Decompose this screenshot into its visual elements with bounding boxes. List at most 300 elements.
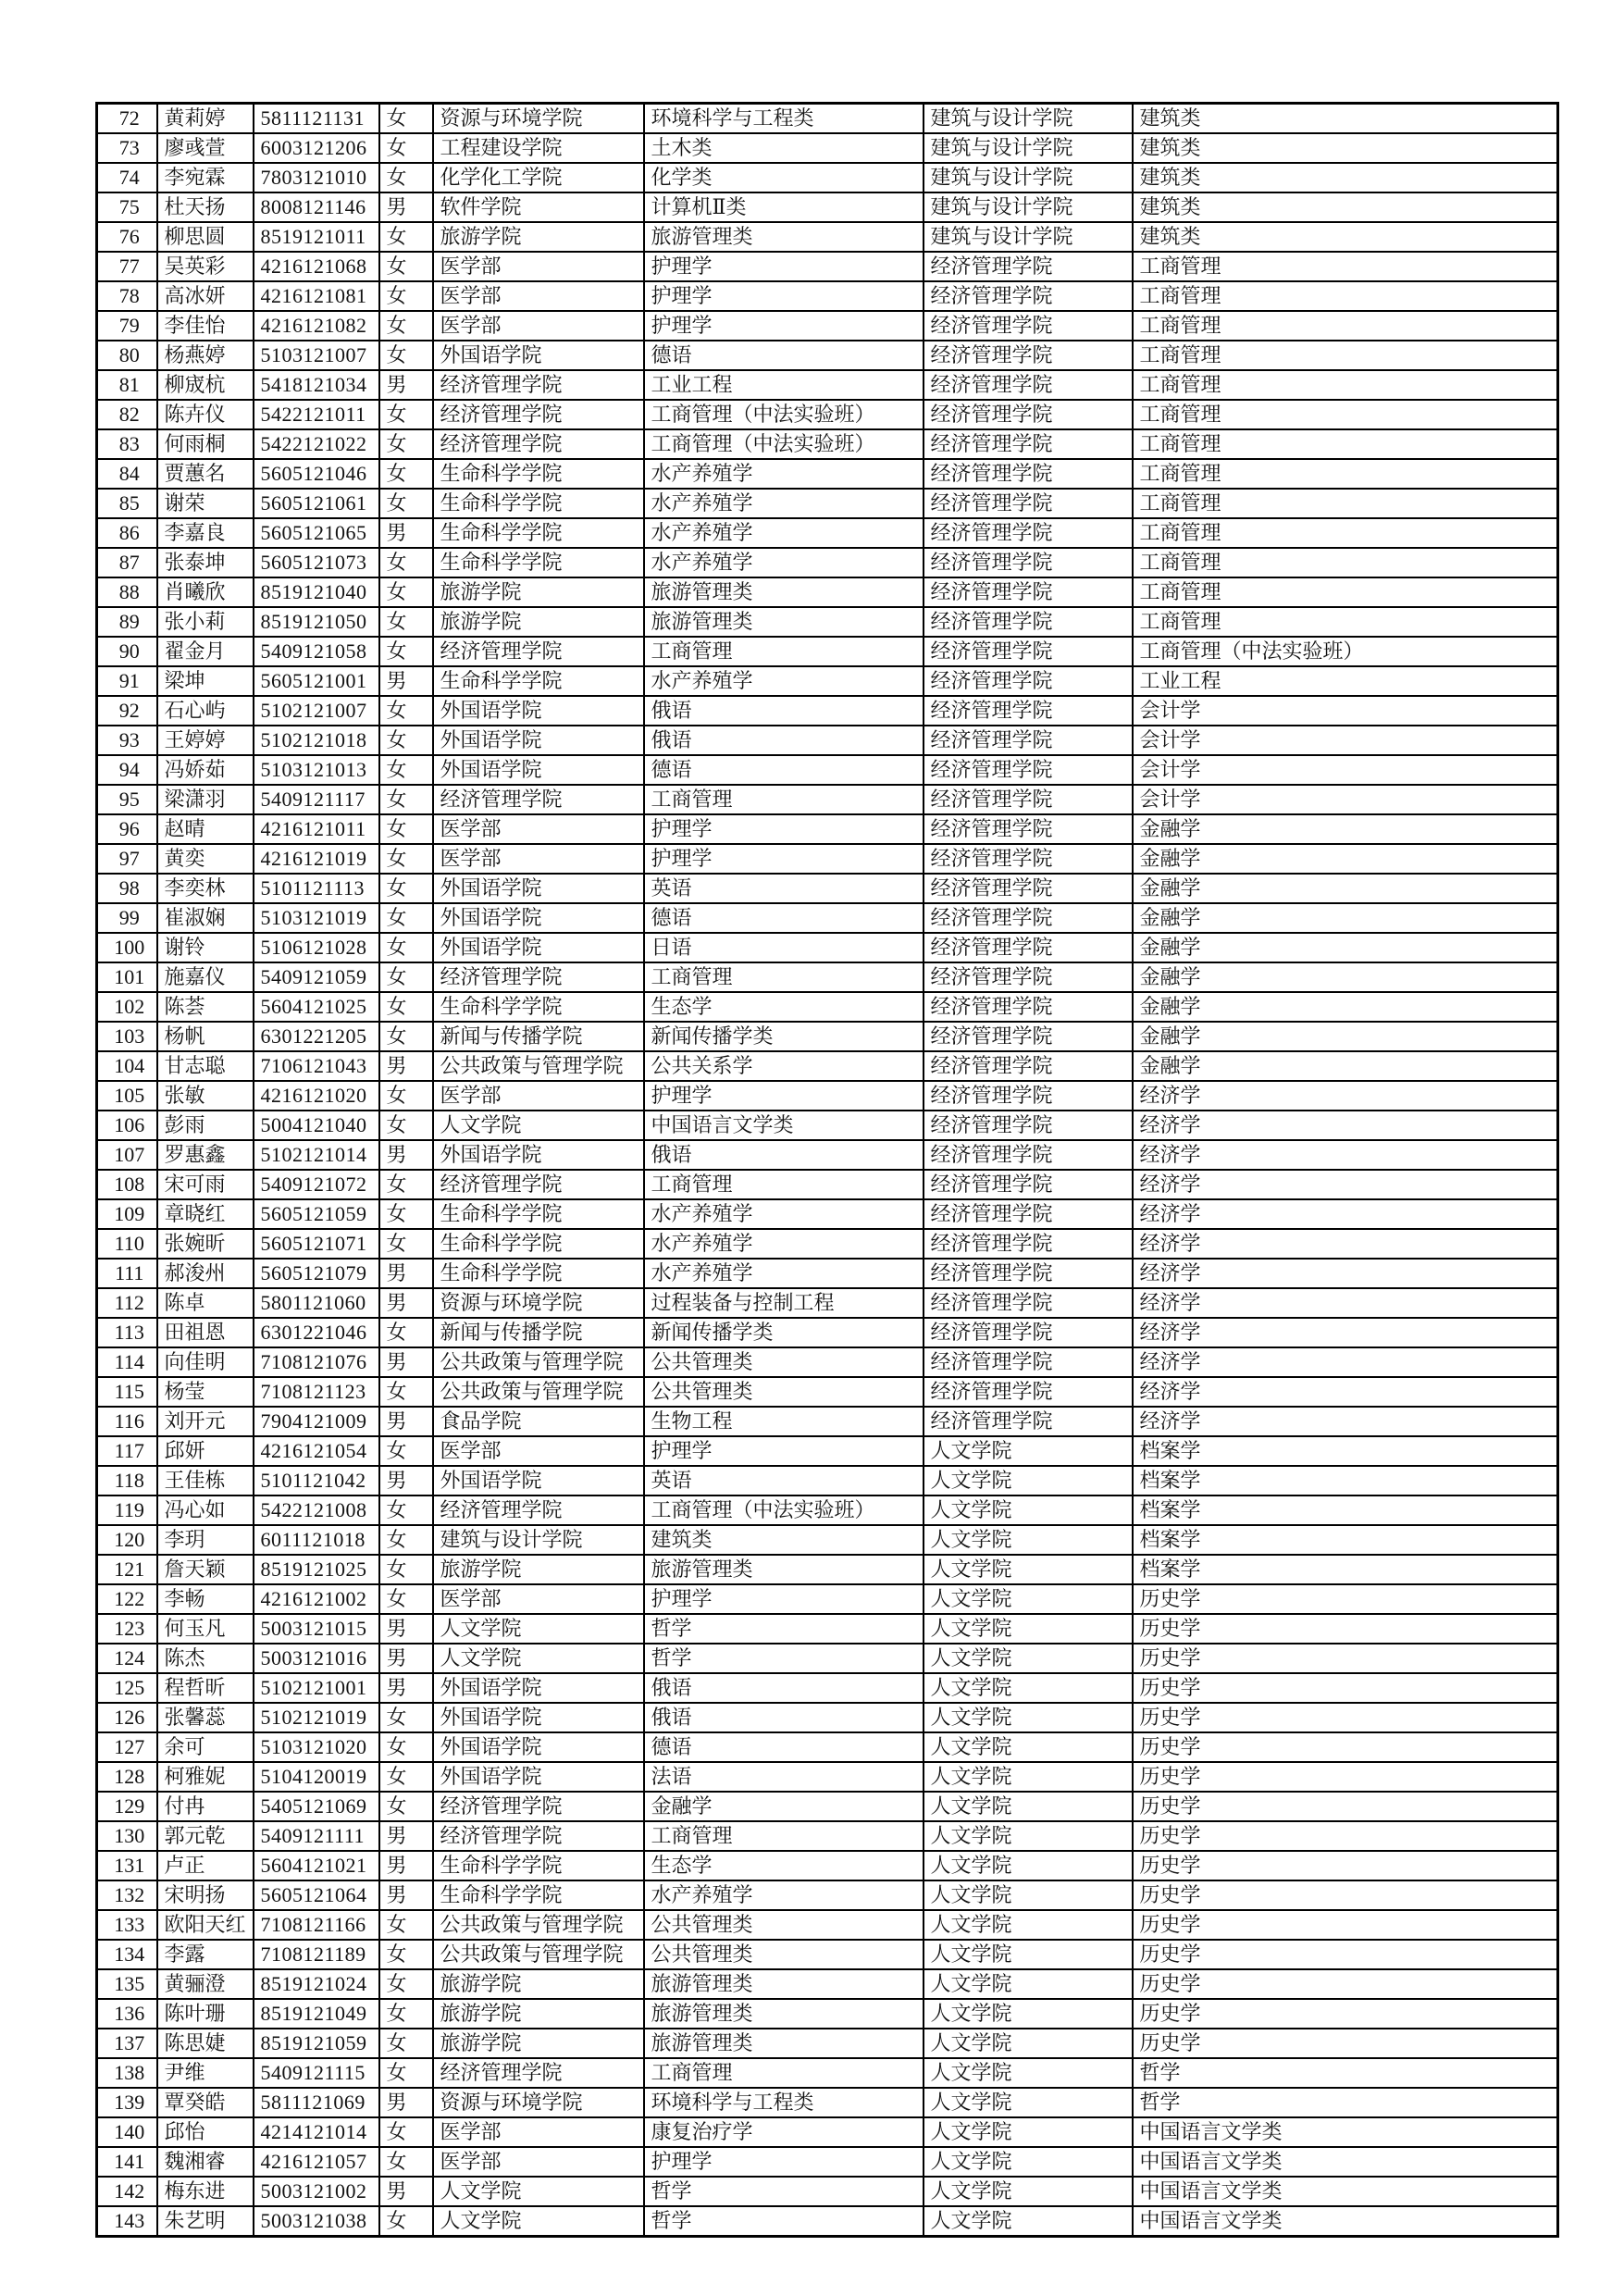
student-name: 王佳栋	[157, 1466, 254, 1496]
current-major: 环境科学与工程类	[644, 104, 924, 134]
row-number: 116	[97, 1407, 157, 1436]
current-major: 公共关系学	[644, 1051, 924, 1081]
transfer-major: 会计学	[1133, 785, 1558, 814]
transfer-college: 经济管理学院	[924, 429, 1133, 459]
row-number: 91	[97, 666, 157, 696]
current-major: 环境科学与工程类	[644, 2088, 924, 2117]
current-major: 水产养殖学	[644, 489, 924, 518]
table-row	[97, 1347, 1558, 1377]
row-number: 109	[97, 1199, 157, 1229]
current-college: 资源与环境学院	[433, 1288, 644, 1318]
transfer-major: 历史学	[1133, 1792, 1558, 1821]
current-major: 水产养殖学	[644, 1199, 924, 1229]
table-row	[97, 1140, 1558, 1170]
student-name: 何雨桐	[157, 429, 254, 459]
transfer-college: 建筑与设计学院	[924, 104, 1133, 134]
student-id: 5418121034	[254, 370, 379, 400]
student-id: 8519121049	[254, 1999, 379, 2029]
table-row	[97, 1792, 1558, 1821]
transfer-college: 经济管理学院	[924, 459, 1133, 489]
transfer-college: 经济管理学院	[924, 785, 1133, 814]
gender: 女	[379, 903, 433, 933]
table-row	[97, 637, 1558, 666]
gender: 女	[379, 577, 433, 607]
row-number: 124	[97, 1644, 157, 1673]
transfer-major: 金融学	[1133, 933, 1558, 962]
current-college: 旅游学院	[433, 607, 644, 637]
student-id: 8519121050	[254, 607, 379, 637]
student-name: 朱艺明	[157, 2206, 254, 2237]
transfer-major: 工商管理	[1133, 518, 1558, 548]
student-id: 5604121021	[254, 1851, 379, 1880]
student-id: 8008121146	[254, 192, 379, 222]
student-id: 6003121206	[254, 133, 379, 163]
transfer-college: 经济管理学院	[924, 1022, 1133, 1051]
table-row	[97, 489, 1558, 518]
current-major: 工商管理	[644, 962, 924, 992]
student-name: 施嘉仪	[157, 962, 254, 992]
transfer-major: 工商管理（中法实验班）	[1133, 637, 1558, 666]
transfer-major: 建筑类	[1133, 104, 1558, 134]
student-name: 邱妍	[157, 1436, 254, 1466]
transfer-college: 经济管理学院	[924, 637, 1133, 666]
table-row	[97, 1229, 1558, 1259]
row-number: 121	[97, 1555, 157, 1584]
table-row	[97, 459, 1558, 489]
transfer-major: 档案学	[1133, 1555, 1558, 1584]
current-college: 公共政策与管理学院	[433, 1940, 644, 1969]
transfer-college: 经济管理学院	[924, 903, 1133, 933]
row-number: 136	[97, 1999, 157, 2029]
current-college: 公共政策与管理学院	[433, 1051, 644, 1081]
table-row	[97, 1762, 1558, 1792]
student-name: 覃癸皓	[157, 2088, 254, 2117]
table-row	[97, 1584, 1558, 1614]
student-name: 翟金月	[157, 637, 254, 666]
table-row	[97, 1673, 1558, 1703]
transfer-college: 人文学院	[924, 1969, 1133, 1999]
current-major: 公共管理类	[644, 1940, 924, 1969]
transfer-major: 历史学	[1133, 1644, 1558, 1673]
gender: 女	[379, 1199, 433, 1229]
current-college: 经济管理学院	[433, 962, 644, 992]
current-college: 外国语学院	[433, 1673, 644, 1703]
current-major: 工商管理（中法实验班）	[644, 400, 924, 429]
gender: 女	[379, 1496, 433, 1525]
table-row	[97, 429, 1558, 459]
table-row	[97, 222, 1558, 252]
student-name: 李宛霖	[157, 163, 254, 192]
transfer-major: 档案学	[1133, 1525, 1558, 1555]
transfer-college: 人文学院	[924, 2029, 1133, 2058]
current-major: 公共管理类	[644, 1347, 924, 1377]
transfer-major: 经济学	[1133, 1318, 1558, 1347]
gender: 女	[379, 844, 433, 874]
gender: 女	[379, 785, 433, 814]
transfer-college: 人文学院	[924, 1614, 1133, 1644]
current-college: 外国语学院	[433, 1703, 644, 1732]
table-row	[97, 1851, 1558, 1880]
student-name: 高冰妍	[157, 281, 254, 311]
table-row	[97, 755, 1558, 785]
current-major: 康复治疗学	[644, 2117, 924, 2147]
student-id: 5605121065	[254, 518, 379, 548]
student-id: 7803121010	[254, 163, 379, 192]
table-row	[97, 577, 1558, 607]
table-row	[97, 1821, 1558, 1851]
table-row	[97, 2088, 1558, 2117]
transfer-major: 历史学	[1133, 2029, 1558, 2058]
transfer-major: 历史学	[1133, 1969, 1558, 1999]
current-college: 外国语学院	[433, 1762, 644, 1792]
current-college: 经济管理学院	[433, 429, 644, 459]
transfer-major: 哲学	[1133, 2058, 1558, 2088]
current-college: 新闻与传播学院	[433, 1318, 644, 1347]
row-number: 114	[97, 1347, 157, 1377]
transfer-major: 工业工程	[1133, 666, 1558, 696]
row-number: 80	[97, 341, 157, 370]
gender: 女	[379, 1525, 433, 1555]
gender: 女	[379, 1703, 433, 1732]
row-number: 110	[97, 1229, 157, 1259]
table-row	[97, 1436, 1558, 1466]
gender: 女	[379, 2117, 433, 2147]
row-number: 123	[97, 1614, 157, 1644]
student-id: 8519121040	[254, 577, 379, 607]
student-id: 7108121076	[254, 1347, 379, 1377]
transfer-major: 历史学	[1133, 1584, 1558, 1614]
student-name: 李露	[157, 1940, 254, 1969]
table-row	[97, 2147, 1558, 2177]
transfer-major: 金融学	[1133, 992, 1558, 1022]
transfer-major: 历史学	[1133, 1762, 1558, 1792]
gender: 女	[379, 1555, 433, 1584]
student-name: 何玉凡	[157, 1614, 254, 1644]
table-row	[97, 1614, 1558, 1644]
transfer-college: 经济管理学院	[924, 1377, 1133, 1407]
transfer-major: 工商管理	[1133, 577, 1558, 607]
table-row	[97, 1496, 1558, 1525]
current-college: 医学部	[433, 814, 644, 844]
student-id: 7108121123	[254, 1377, 379, 1407]
table-row	[97, 785, 1558, 814]
student-id: 5422121008	[254, 1496, 379, 1525]
student-id: 5405121069	[254, 1792, 379, 1821]
row-number: 129	[97, 1792, 157, 1821]
row-number: 111	[97, 1259, 157, 1288]
gender: 女	[379, 133, 433, 163]
current-college: 经济管理学院	[433, 637, 644, 666]
gender: 男	[379, 2177, 433, 2206]
gender: 女	[379, 429, 433, 459]
table-row	[97, 1022, 1558, 1051]
table-row	[97, 1555, 1558, 1584]
student-id: 5103121007	[254, 341, 379, 370]
row-number: 115	[97, 1377, 157, 1407]
transfer-major: 历史学	[1133, 1821, 1558, 1851]
row-number: 76	[97, 222, 157, 252]
transfer-major: 经济学	[1133, 1347, 1558, 1377]
row-number: 81	[97, 370, 157, 400]
current-major: 俄语	[644, 696, 924, 726]
gender: 女	[379, 962, 433, 992]
student-name: 贾蕙名	[157, 459, 254, 489]
gender: 女	[379, 1732, 433, 1762]
transfer-college: 经济管理学院	[924, 400, 1133, 429]
current-major: 护理学	[644, 311, 924, 341]
current-major: 计算机Ⅱ类	[644, 192, 924, 222]
transfer-college: 人文学院	[924, 1644, 1133, 1673]
row-number: 100	[97, 933, 157, 962]
transfer-major: 建筑类	[1133, 163, 1558, 192]
transfer-college: 人文学院	[924, 1555, 1133, 1584]
transfer-major: 经济学	[1133, 1199, 1558, 1229]
row-number: 118	[97, 1466, 157, 1496]
student-name: 梅东进	[157, 2177, 254, 2206]
student-id: 5409121072	[254, 1170, 379, 1199]
transfer-major: 金融学	[1133, 1022, 1558, 1051]
transfer-major: 建筑类	[1133, 133, 1558, 163]
gender: 男	[379, 192, 433, 222]
student-id: 7904121009	[254, 1407, 379, 1436]
current-college: 外国语学院	[433, 1140, 644, 1170]
table-row	[97, 1377, 1558, 1407]
transfer-college: 经济管理学院	[924, 874, 1133, 903]
current-major: 德语	[644, 341, 924, 370]
student-name: 廖彧萱	[157, 133, 254, 163]
table-row	[97, 281, 1558, 311]
current-college: 资源与环境学院	[433, 104, 644, 134]
student-name: 肖曦欣	[157, 577, 254, 607]
row-number: 139	[97, 2088, 157, 2117]
student-id: 5605121071	[254, 1229, 379, 1259]
student-name: 向佳明	[157, 1347, 254, 1377]
row-number: 143	[97, 2206, 157, 2237]
table-row	[97, 1703, 1558, 1732]
current-major: 护理学	[644, 252, 924, 281]
student-id: 4216121082	[254, 311, 379, 341]
current-major: 新闻传播学类	[644, 1022, 924, 1051]
student-name: 余可	[157, 1732, 254, 1762]
student-id: 8519121011	[254, 222, 379, 252]
gender: 男	[379, 1051, 433, 1081]
gender: 男	[379, 518, 433, 548]
gender: 女	[379, 2147, 433, 2177]
student-name: 陈思婕	[157, 2029, 254, 2058]
current-major: 水产养殖学	[644, 1880, 924, 1910]
student-name: 陈卉仪	[157, 400, 254, 429]
current-college: 外国语学院	[433, 755, 644, 785]
current-college: 生命科学学院	[433, 518, 644, 548]
row-number: 119	[97, 1496, 157, 1525]
current-college: 外国语学院	[433, 696, 644, 726]
transfer-major: 中国语言文学类	[1133, 2177, 1558, 2206]
transfer-college: 经济管理学院	[924, 1347, 1133, 1377]
transfer-major: 历史学	[1133, 1940, 1558, 1969]
student-id: 7106121043	[254, 1051, 379, 1081]
transfer-major: 工商管理	[1133, 400, 1558, 429]
current-major: 护理学	[644, 814, 924, 844]
transfer-college: 经济管理学院	[924, 1051, 1133, 1081]
student-name: 卢正	[157, 1851, 254, 1880]
current-major: 水产养殖学	[644, 518, 924, 548]
transfer-college: 经济管理学院	[924, 962, 1133, 992]
transfer-college: 人文学院	[924, 1732, 1133, 1762]
row-number: 125	[97, 1673, 157, 1703]
transfer-major: 工商管理	[1133, 548, 1558, 577]
student-name: 陈叶珊	[157, 1999, 254, 2029]
table-row	[97, 903, 1558, 933]
transfer-college: 人文学院	[924, 2206, 1133, 2237]
table-row	[97, 1880, 1558, 1910]
current-major: 生态学	[644, 1851, 924, 1880]
gender: 女	[379, 1940, 433, 1969]
current-college: 生命科学学院	[433, 1259, 644, 1288]
transfer-college: 经济管理学院	[924, 311, 1133, 341]
transfer-major: 工商管理	[1133, 252, 1558, 281]
student-id: 5102121018	[254, 726, 379, 755]
current-major: 建筑类	[644, 1525, 924, 1555]
transfer-college: 经济管理学院	[924, 666, 1133, 696]
student-name: 张馨蕊	[157, 1703, 254, 1732]
student-name: 张婉昕	[157, 1229, 254, 1259]
row-number: 102	[97, 992, 157, 1022]
student-id: 5605121001	[254, 666, 379, 696]
transfer-major: 经济学	[1133, 1229, 1558, 1259]
current-college: 经济管理学院	[433, 1821, 644, 1851]
transfer-college: 经济管理学院	[924, 1259, 1133, 1288]
table-row	[97, 2117, 1558, 2147]
current-major: 水产养殖学	[644, 666, 924, 696]
row-number: 88	[97, 577, 157, 607]
gender: 女	[379, 104, 433, 134]
student-name: 田祖恩	[157, 1318, 254, 1347]
transfer-major: 经济学	[1133, 1140, 1558, 1170]
gender: 女	[379, 696, 433, 726]
current-college: 外国语学院	[433, 874, 644, 903]
student-name: 章晓红	[157, 1199, 254, 1229]
table-row	[97, 874, 1558, 903]
transfer-college: 经济管理学院	[924, 1140, 1133, 1170]
student-id: 5003121038	[254, 2206, 379, 2237]
current-major: 日语	[644, 933, 924, 962]
current-major: 哲学	[644, 1644, 924, 1673]
transfer-college: 经济管理学院	[924, 252, 1133, 281]
student-name: 谢铃	[157, 933, 254, 962]
current-major: 土木类	[644, 133, 924, 163]
table-row	[97, 518, 1558, 548]
row-number: 97	[97, 844, 157, 874]
row-number: 74	[97, 163, 157, 192]
transfer-college: 建筑与设计学院	[924, 133, 1133, 163]
gender: 女	[379, 1999, 433, 2029]
student-id: 6011121018	[254, 1525, 379, 1555]
student-id: 5409121111	[254, 1821, 379, 1851]
current-major: 中国语言文学类	[644, 1111, 924, 1140]
row-number: 126	[97, 1703, 157, 1732]
transfer-major: 工商管理	[1133, 429, 1558, 459]
table-row	[97, 844, 1558, 874]
transfer-college: 经济管理学院	[924, 1318, 1133, 1347]
gender: 女	[379, 1969, 433, 1999]
student-id: 5604121025	[254, 992, 379, 1022]
current-college: 旅游学院	[433, 1555, 644, 1584]
table-row	[97, 1644, 1558, 1673]
student-name: 黄莉婷	[157, 104, 254, 134]
student-id: 4216121011	[254, 814, 379, 844]
student-name: 冯心如	[157, 1496, 254, 1525]
transfer-major: 金融学	[1133, 1051, 1558, 1081]
transfer-college: 经济管理学院	[924, 577, 1133, 607]
current-major: 金融学	[644, 1792, 924, 1821]
current-college: 外国语学院	[433, 1466, 644, 1496]
current-major: 公共管理类	[644, 1910, 924, 1940]
row-number: 90	[97, 637, 157, 666]
current-major: 旅游管理类	[644, 607, 924, 637]
transfer-major: 金融学	[1133, 874, 1558, 903]
transfer-college: 人文学院	[924, 2177, 1133, 2206]
current-major: 法语	[644, 1762, 924, 1792]
transfer-college: 人文学院	[924, 2058, 1133, 2088]
student-name: 付冉	[157, 1792, 254, 1821]
transfer-college: 经济管理学院	[924, 1288, 1133, 1318]
gender: 女	[379, 1229, 433, 1259]
student-id: 5003121015	[254, 1614, 379, 1644]
gender: 男	[379, 1821, 433, 1851]
row-number: 87	[97, 548, 157, 577]
current-college: 化学化工学院	[433, 163, 644, 192]
current-major: 生态学	[644, 992, 924, 1022]
gender: 女	[379, 637, 433, 666]
current-major: 旅游管理类	[644, 1969, 924, 1999]
transfer-major: 经济学	[1133, 1377, 1558, 1407]
table-row	[97, 1940, 1558, 1969]
student-name: 谢荣	[157, 489, 254, 518]
current-college: 经济管理学院	[433, 370, 644, 400]
current-college: 外国语学院	[433, 903, 644, 933]
row-number: 84	[97, 459, 157, 489]
transfer-college: 经济管理学院	[924, 281, 1133, 311]
transfer-major: 工商管理	[1133, 489, 1558, 518]
transfer-college: 人文学院	[924, 1851, 1133, 1880]
transfer-college: 经济管理学院	[924, 696, 1133, 726]
student-name: 宋明扬	[157, 1880, 254, 1910]
row-number: 92	[97, 696, 157, 726]
current-college: 医学部	[433, 2147, 644, 2177]
table-row	[97, 1051, 1558, 1081]
gender: 女	[379, 2058, 433, 2088]
table-row	[97, 1466, 1558, 1496]
student-id: 5104120019	[254, 1762, 379, 1792]
current-college: 生命科学学院	[433, 489, 644, 518]
current-college: 公共政策与管理学院	[433, 1347, 644, 1377]
student-id: 5409121115	[254, 2058, 379, 2088]
student-id: 4216121020	[254, 1081, 379, 1111]
student-name: 张小莉	[157, 607, 254, 637]
current-major: 水产养殖学	[644, 1259, 924, 1288]
student-id: 5106121028	[254, 933, 379, 962]
current-major: 工商管理	[644, 1170, 924, 1199]
student-name: 冯娇茹	[157, 755, 254, 785]
gender: 女	[379, 1318, 433, 1347]
gender: 女	[379, 1792, 433, 1821]
current-college: 公共政策与管理学院	[433, 1910, 644, 1940]
table-row	[97, 1170, 1558, 1199]
gender: 男	[379, 1851, 433, 1880]
transfer-college: 经济管理学院	[924, 518, 1133, 548]
current-college: 外国语学院	[433, 341, 644, 370]
student-id: 5004121040	[254, 1111, 379, 1140]
